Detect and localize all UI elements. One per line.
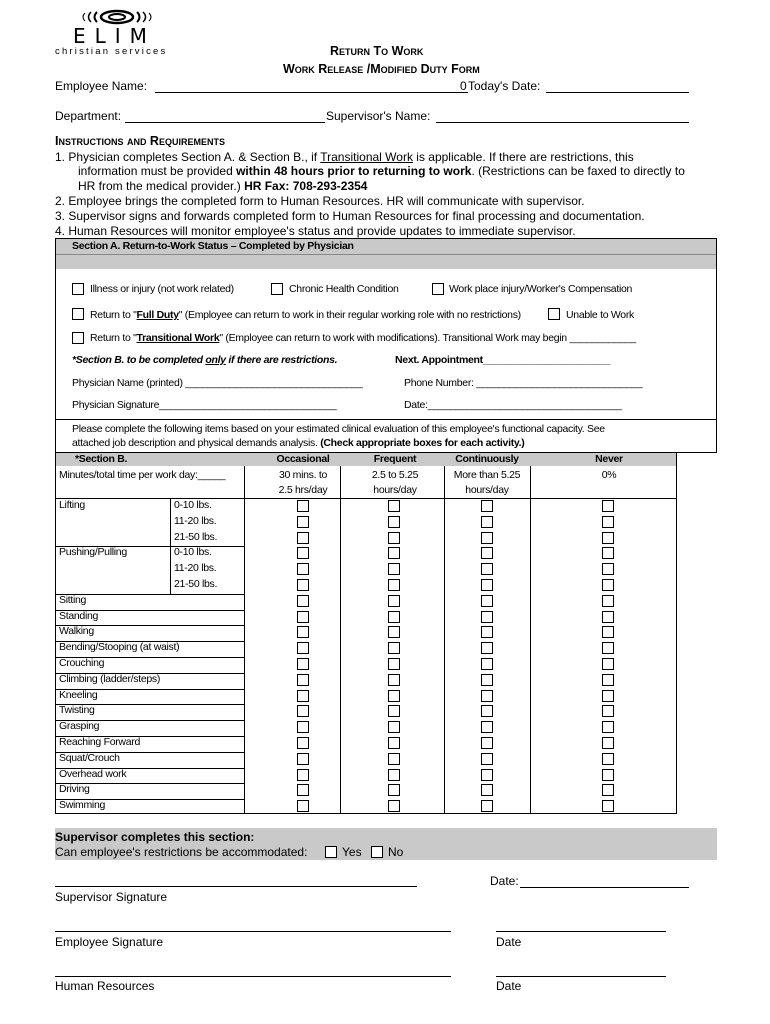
frequent-checkbox[interactable]	[388, 784, 400, 796]
frequent-checkbox[interactable]	[388, 658, 400, 670]
never-checkbox[interactable]	[602, 579, 614, 591]
transitional-checkbox[interactable]	[72, 332, 84, 344]
frequent-checkbox[interactable]	[388, 690, 400, 702]
occasional-checkbox[interactable]	[297, 769, 309, 781]
continuous-checkbox[interactable]	[481, 611, 493, 623]
frequent-checkbox[interactable]	[388, 737, 400, 749]
occasional-checkbox[interactable]	[297, 642, 309, 654]
continuous-checkbox[interactable]	[481, 721, 493, 733]
row-divider	[56, 610, 244, 611]
never-checkbox[interactable]	[602, 705, 614, 717]
never-checkbox[interactable]	[602, 737, 614, 749]
section-b-instructions-line1: Please complete the following items based on your estimated clinical evaluation of this employee's functional capacity. See	[72, 423, 605, 435]
occasional-checkbox[interactable]	[297, 721, 309, 733]
frequent-checkbox[interactable]	[388, 547, 400, 559]
never-checkbox[interactable]	[602, 611, 614, 623]
hr-label: Human Resources	[55, 979, 155, 993]
employee-signature-line[interactable]	[55, 918, 451, 932]
continuous-checkbox[interactable]	[481, 563, 493, 575]
department-label: Department:	[55, 109, 122, 123]
never-checkbox[interactable]	[602, 769, 614, 781]
never-checkbox[interactable]	[602, 658, 614, 670]
row-divider	[56, 657, 244, 658]
minutes-label: Minutes/total time per work day:_____	[59, 469, 226, 481]
frequent-checkbox[interactable]	[388, 642, 400, 654]
continuous-checkbox[interactable]	[481, 532, 493, 544]
form-title-line2: Work Release /Modified Duty Form	[283, 62, 480, 76]
instruction-4: 4. Human Resources will monitor employee's status and provide updates to immediate supervisor.	[55, 224, 576, 238]
continuous-checkbox[interactable]	[481, 595, 493, 607]
continuous-checkbox[interactable]	[481, 753, 493, 765]
section-b-col-never: Never	[595, 453, 623, 465]
activity-label: Squat/Crouch	[59, 751, 120, 764]
no-checkbox[interactable]	[371, 846, 383, 858]
never-checkbox[interactable]	[602, 784, 614, 796]
weight-label: 21-50 lbs.	[174, 578, 218, 590]
transitional-label: Return to "Transitional Work" (Employee can return to work with modifications). Transitional Work may begin ____________	[90, 332, 636, 344]
frequent-range-2: hours/day	[373, 484, 417, 496]
yes-label: Yes	[342, 845, 362, 859]
continuous-checkbox[interactable]	[481, 516, 493, 528]
occasional-range-2: 2.5 hrs/day	[278, 484, 328, 496]
never-checkbox[interactable]	[602, 516, 614, 528]
continuous-checkbox[interactable]	[481, 737, 493, 749]
activity-label: Pushing/Pulling	[59, 546, 127, 559]
section-b-col-occasional: Occasional	[276, 453, 330, 465]
row-divider	[56, 673, 244, 674]
physician-date-field[interactable]: Date:___________________________________	[404, 399, 622, 411]
occasional-checkbox[interactable]	[297, 690, 309, 702]
employee-date-line[interactable]	[496, 918, 666, 932]
row-divider	[56, 752, 244, 753]
frequent-checkbox[interactable]	[388, 532, 400, 544]
activity-label: Kneeling	[59, 688, 98, 701]
weight-label: 21-50 lbs.	[174, 530, 218, 543]
instructions-heading: Instructions and Requirements	[55, 134, 225, 148]
unable-label: Unable to Work	[566, 309, 634, 321]
illness-checkbox[interactable]	[72, 283, 84, 295]
row-divider	[56, 689, 244, 690]
logo	[55, 8, 175, 56]
illness-label: Illness or injury (not work related)	[90, 283, 234, 295]
activity-label: Climbing (ladder/steps)	[59, 672, 161, 685]
row-divider	[56, 783, 244, 784]
frequent-checkbox[interactable]	[388, 769, 400, 781]
section-b-note: *Section B. to be completed only if there are restrictions.	[72, 354, 338, 366]
continuous-range-2: hours/day	[465, 484, 509, 496]
occasional-checkbox[interactable]	[297, 547, 309, 559]
section-b-subrow-divider	[56, 498, 676, 499]
occasional-checkbox[interactable]	[297, 658, 309, 670]
activity-label: Twisting	[59, 704, 95, 717]
todays-date-label: Today's Date:	[468, 79, 541, 93]
row-divider	[56, 768, 244, 769]
occasional-checkbox[interactable]	[297, 579, 309, 591]
continuous-checkbox[interactable]	[481, 690, 493, 702]
activity-label: Bending/Stooping (at waist)	[59, 641, 180, 654]
continuous-range-1: More than 5.25	[453, 469, 521, 481]
occasional-checkbox[interactable]	[297, 784, 309, 796]
employee-signature-label: Employee Signature	[55, 935, 164, 949]
never-checkbox[interactable]	[602, 800, 614, 812]
never-checkbox[interactable]	[602, 642, 614, 654]
never-checkbox[interactable]	[602, 674, 614, 686]
supervisor-signature-line[interactable]	[55, 873, 417, 887]
occasional-checkbox[interactable]	[297, 532, 309, 544]
row-divider	[56, 594, 244, 595]
continuous-checkbox[interactable]	[481, 500, 493, 512]
row-divider	[56, 720, 244, 721]
section-b-table	[55, 452, 677, 814]
section-b-vline	[444, 466, 445, 814]
yes-checkbox[interactable]	[325, 846, 337, 858]
continuous-checkbox[interactable]	[481, 626, 493, 638]
occasional-range-1: 30 mins. to	[278, 469, 328, 481]
frequent-checkbox[interactable]	[388, 705, 400, 717]
section-a-divider	[56, 419, 716, 420]
instruction-3: 3. Supervisor signs and forwards completed form to Human Resources for final processing and documentation.	[55, 209, 645, 223]
frequent-checkbox[interactable]	[388, 611, 400, 623]
never-checkbox[interactable]	[602, 547, 614, 559]
physician-name-field[interactable]: Physician Name (printed) ________________________________	[72, 377, 363, 389]
activity-label: Driving	[59, 783, 90, 796]
activity-label: Sitting	[59, 593, 87, 606]
next-appointment[interactable]: Next. Appointment_______________________	[395, 354, 611, 366]
never-checkbox[interactable]	[602, 532, 614, 544]
occasional-checkbox[interactable]	[297, 626, 309, 638]
continuous-checkbox[interactable]	[481, 800, 493, 812]
full-duty-label: Return to "Full Duty" (Employee can return to work in their regular working role with no restrictions)	[90, 309, 521, 321]
section-a-header-divider	[56, 254, 716, 255]
chronic-checkbox[interactable]	[271, 283, 283, 295]
occasional-checkbox[interactable]	[297, 563, 309, 575]
continuous-checkbox[interactable]	[481, 784, 493, 796]
activity-label: Grasping	[59, 720, 100, 733]
occasional-checkbox[interactable]	[297, 705, 309, 717]
activity-label: Lifting	[59, 499, 85, 511]
hr-date-line[interactable]	[496, 963, 666, 977]
form-title-line1: Return To Work	[330, 44, 424, 58]
supervisor-heading: Supervisor completes this section:	[55, 830, 255, 844]
occasional-checkbox[interactable]	[297, 674, 309, 686]
supervisor-date-field[interactable]	[520, 874, 689, 888]
section-b-vline	[340, 466, 341, 814]
occasional-checkbox[interactable]	[297, 737, 309, 749]
frequent-checkbox[interactable]	[388, 626, 400, 638]
continuous-checkbox[interactable]	[481, 658, 493, 670]
supervisor-name-label: Supervisor's Name:	[326, 109, 431, 123]
never-checkbox[interactable]	[602, 690, 614, 702]
logo-subtitle: christian services	[55, 46, 168, 57]
never-checkbox[interactable]	[602, 626, 614, 638]
row-divider	[56, 736, 244, 737]
logo-name: ELIM	[73, 24, 156, 48]
weight-label: 0-10 lbs.	[174, 546, 212, 559]
employee-date-label: Date	[496, 935, 522, 949]
hr-date-label: Date	[496, 979, 522, 993]
row-divider	[56, 625, 244, 626]
instruction-1-line2: information must be provided within 48 hours prior to returning to work. (Restrictions can be faxed to directly to	[78, 164, 685, 178]
activity-label: Reaching Forward	[59, 736, 140, 748]
continuous-checkbox[interactable]	[481, 674, 493, 686]
continuous-checkbox[interactable]	[481, 769, 493, 781]
weight-label: 11-20 lbs.	[174, 514, 217, 527]
unable-checkbox[interactable]	[548, 308, 560, 320]
chronic-label: Chronic Health Condition	[289, 283, 399, 295]
full-duty-checkbox[interactable]	[72, 308, 84, 320]
activity-label: Crouching	[59, 657, 105, 669]
section-b-vline	[530, 466, 531, 814]
never-checkbox[interactable]	[602, 595, 614, 607]
frequent-checkbox[interactable]	[388, 595, 400, 607]
section-b-col-frequent: Frequent	[373, 453, 417, 465]
instruction-1-line1: 1. Physician completes Section A. & Section B., if Transitional Work is applicable. If there are restrictions, this	[55, 150, 634, 164]
weight-label: 11-20 lbs.	[174, 562, 217, 575]
continuous-checkbox[interactable]	[481, 705, 493, 717]
todays-date-field[interactable]	[546, 79, 689, 93]
frequent-checkbox[interactable]	[388, 500, 400, 512]
occasional-checkbox[interactable]	[297, 611, 309, 623]
frequent-checkbox[interactable]	[388, 563, 400, 575]
row-divider	[56, 799, 244, 800]
continuous-checkbox[interactable]	[481, 547, 493, 559]
frequent-checkbox[interactable]	[388, 579, 400, 591]
frequent-range-1: 2.5 to 5.25	[371, 469, 419, 481]
section-a-box	[55, 238, 717, 453]
instruction-2: 2. Employee brings the completed form to Human Resources. HR will communicate with supervisor.	[55, 194, 585, 208]
row-divider	[56, 641, 244, 642]
employee-name-value: 0	[460, 79, 467, 93]
never-checkbox[interactable]	[602, 500, 614, 512]
employee-name-label: Employee Name:	[55, 79, 148, 93]
occasional-checkbox[interactable]	[297, 800, 309, 812]
no-label: No	[388, 845, 404, 859]
occasional-checkbox[interactable]	[297, 500, 309, 512]
workplace-checkbox[interactable]	[432, 283, 444, 295]
section-b-instructions-line2: attached job description and physical demands analysis. (Check appropriate boxes for each activity.)	[72, 437, 525, 449]
weight-label: 0-10 lbs.	[174, 499, 212, 511]
phone-number-field[interactable]: Phone Number: ______________________________	[404, 377, 643, 389]
frequent-checkbox[interactable]	[388, 800, 400, 812]
never-checkbox[interactable]	[602, 753, 614, 765]
activity-label: Overhead work	[59, 767, 127, 780]
department-field[interactable]	[125, 109, 325, 123]
activity-label: Standing	[59, 609, 99, 622]
never-checkbox[interactable]	[602, 563, 614, 575]
activity-label: Swimming	[59, 799, 106, 812]
employee-name-field[interactable]	[155, 79, 468, 93]
frequent-checkbox[interactable]	[388, 516, 400, 528]
frequent-checkbox[interactable]	[388, 674, 400, 686]
physician-signature-field[interactable]: Physician Signature________________________________	[72, 399, 337, 411]
workplace-label: Work place injury/Worker's Compensation	[449, 283, 633, 295]
row-divider	[56, 704, 244, 705]
section-b-col-continuously: Continuously	[455, 453, 519, 465]
occasional-checkbox[interactable]	[297, 516, 309, 528]
supervisor-signature-label: Supervisor Signature	[55, 890, 168, 904]
section-a-header: Section A. Return-to-Work Status – Completed by Physician	[72, 240, 354, 252]
continuous-checkbox[interactable]	[481, 579, 493, 591]
continuous-checkbox[interactable]	[481, 642, 493, 654]
supervisor-name-field[interactable]	[436, 109, 689, 123]
occasional-checkbox[interactable]	[297, 753, 309, 765]
never-range: 0%	[601, 469, 617, 481]
never-checkbox[interactable]	[602, 721, 614, 733]
instruction-1-line3: HR from the medical provider.) HR Fax: 708-293-2354	[78, 179, 368, 193]
activity-label: Walking	[59, 625, 94, 638]
section-b-col-activity: *Section B.	[75, 453, 128, 465]
frequent-checkbox[interactable]	[388, 721, 400, 733]
frequent-checkbox[interactable]	[388, 753, 400, 765]
accommodation-question: Can employee's restrictions be accommodated:	[55, 845, 308, 859]
section-b-vline	[244, 466, 245, 814]
occasional-checkbox[interactable]	[297, 595, 309, 607]
supervisor-date-label: Date:	[490, 874, 519, 888]
hr-signature-line[interactable]	[55, 963, 451, 977]
